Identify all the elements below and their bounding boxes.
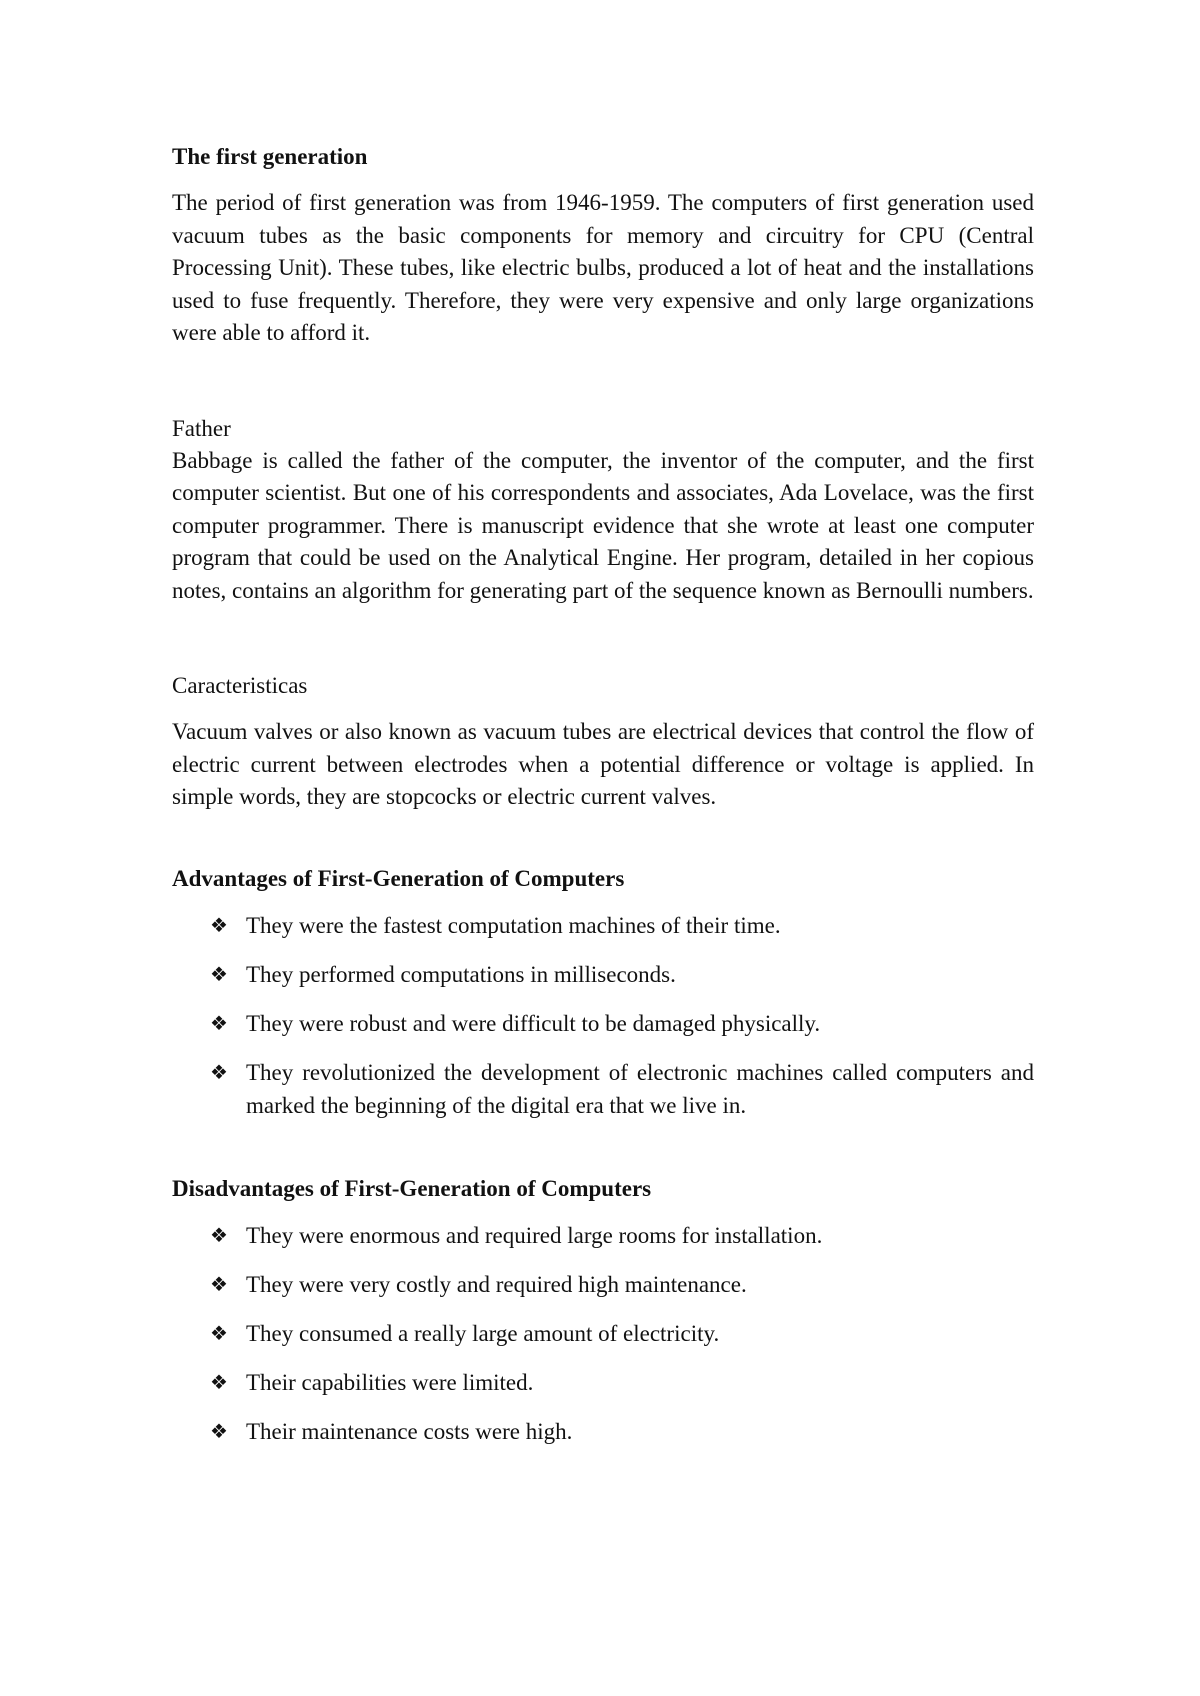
diamond-bullet-icon: ❖	[210, 1418, 228, 1443]
diamond-bullet-icon: ❖	[210, 961, 228, 986]
list-item-text: They were enormous and required large rooms for installation.	[246, 1222, 823, 1248]
advantages-list	[172, 909, 1034, 1122]
paragraph-caracteristicas: Vacuum valves or also known as vacuum tubes are electrical devices that control the flow of electric current between electrodes when a potential difference or voltage is applied. In simple words, they are stopcocks or electric current valves.	[172, 719, 1034, 809]
diamond-bullet-icon: ❖	[210, 1010, 228, 1035]
list-item	[210, 909, 1034, 942]
list-item-text: They were very costly and required high maintenance.	[246, 1271, 747, 1297]
list-item-text: They consumed a really large amount of electricity.	[246, 1320, 720, 1346]
section-title-advantages: Advantages of First-Generation of Computers	[172, 865, 625, 891]
list-item-text: They were the fastest computation machines of their time.	[246, 912, 781, 938]
diamond-bullet-icon: ❖	[210, 1369, 228, 1394]
list-item	[210, 1056, 1034, 1122]
paragraph-first-generation: The period of first generation was from 1946-1959. The computers of first generation used vacuum tubes as the basic components for memory and circuitry for CPU (Central Processing Unit). These tubes, like electric bulbs, produced a lot of heat and the installations used to fuse frequently. Therefore, they were very expensive and only large organizations were able to afford it.	[172, 190, 1034, 345]
list-item	[210, 1415, 1034, 1448]
diamond-bullet-icon: ❖	[210, 1059, 228, 1084]
section-title-first-generation: The first generation	[172, 144, 368, 169]
list-item-text: Their maintenance costs were high.	[246, 1418, 573, 1444]
list-item	[210, 1366, 1034, 1399]
list-item-text: They revolutionized the development of electronic machines called computers and marked the beginning of the digital era that we live in.	[246, 1059, 1034, 1118]
list-item	[210, 1317, 1034, 1350]
document-page	[172, 140, 1034, 1464]
section-title-disadvantages: Disadvantages of First-Generation of Computers	[172, 1175, 652, 1201]
list-item	[210, 1219, 1034, 1252]
list-item	[210, 1007, 1034, 1040]
section-title-father: Father	[172, 415, 231, 441]
paragraph-father: Babbage is called the father of the computer, the inventor of the computer, and the first computer scientist. But one of his correspondents and associates, Ada Lovelace, was the first computer programmer. There is manuscript evidence that she wrote at least one computer program that could be used on the Analytical Engine. Her program, detailed in her copious notes, contains an algorithm for generating part of the sequence known as Bernoulli numbers.	[172, 447, 1034, 603]
diamond-bullet-icon: ❖	[210, 912, 228, 937]
section-title-caracteristicas: Caracteristicas	[172, 673, 308, 698]
diamond-bullet-icon: ❖	[210, 1271, 228, 1296]
list-item-text: They performed computations in milliseconds.	[246, 961, 676, 987]
disadvantages-list	[172, 1219, 1034, 1448]
list-item-text: They were robust and were difficult to be damaged physically.	[246, 1010, 821, 1036]
list-item	[210, 958, 1034, 991]
diamond-bullet-icon: ❖	[210, 1222, 228, 1247]
list-item	[210, 1268, 1034, 1301]
list-item-text: Their capabilities were limited.	[246, 1369, 534, 1395]
diamond-bullet-icon: ❖	[210, 1320, 228, 1345]
